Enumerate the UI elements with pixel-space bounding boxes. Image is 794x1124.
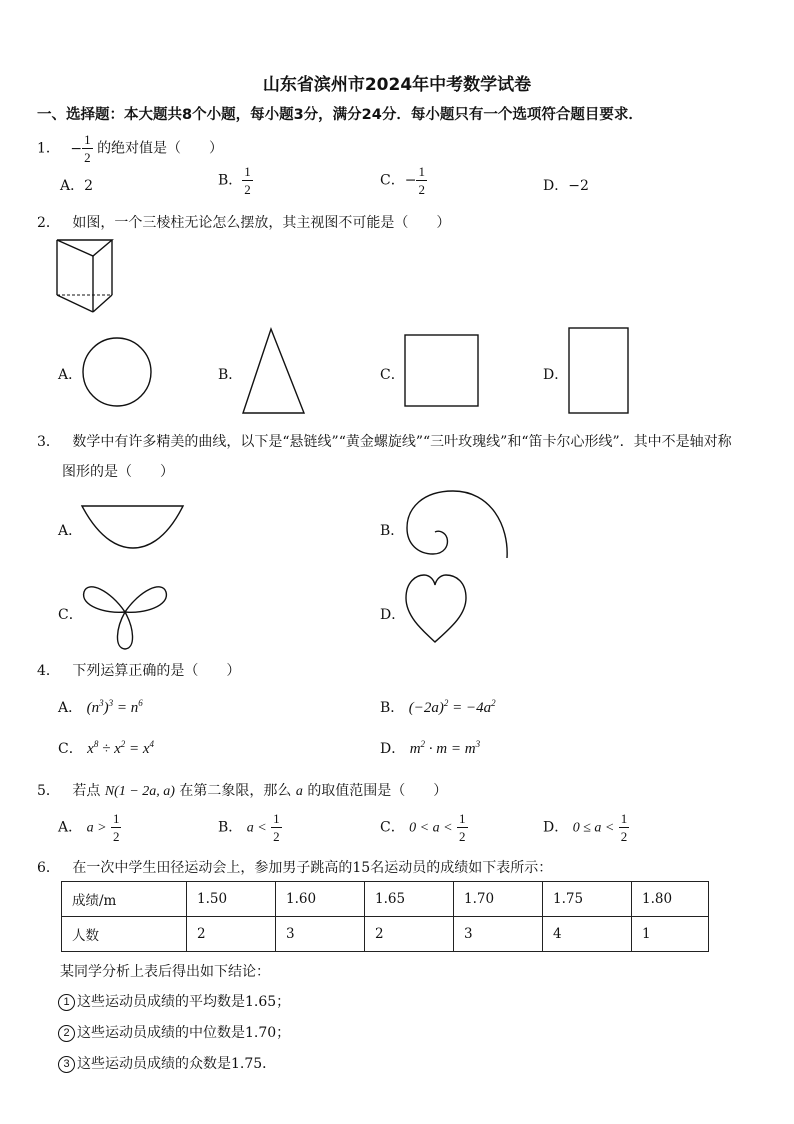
question-stem: 在一次中学生田径运动会上，参加男子跳高的15名运动员的成绩如下表所示： [72, 860, 553, 876]
option-c: C． $x^8 \div x^2 = x^4$ [58, 739, 155, 757]
table-row [62, 917, 709, 952]
option-d: D．−2 [543, 178, 589, 194]
exam-title: 山东省滨州市2024年中考数学试卷 [262, 75, 532, 95]
table-cell: 1.60 [276, 882, 365, 917]
question-6 [37, 857, 552, 877]
question-number: 6． [37, 860, 60, 876]
triangle-view [242, 328, 306, 416]
three-petal-rose-curve [80, 570, 170, 652]
question-5: 5． 若点 N(1 − 2a, a) 在第二象限，那么 a 的取值范围是（ ） [37, 783, 448, 799]
option-d-label: D． [380, 607, 406, 623]
minus-sign: − [70, 140, 83, 157]
question-number: 5． [37, 783, 60, 799]
table-cell: 1.80 [632, 882, 709, 917]
circle-view [82, 337, 154, 409]
point-name: N [104, 784, 115, 799]
question-number: 3． [37, 434, 60, 450]
square-view [404, 334, 480, 408]
table-cell: 人数 [62, 917, 187, 952]
table-cell: 1.65 [365, 882, 454, 917]
option-c: C． 0 < a < $\frac{1}{2}$ [380, 811, 466, 844]
table-cell: 3 [454, 917, 543, 952]
table-cell: 1 [632, 917, 709, 952]
option-a: A．2 [60, 178, 94, 194]
option-c-label: C． [380, 367, 405, 383]
golden-spiral-curve [403, 486, 513, 560]
question-stem-line-1: 数学中有许多精美的曲线，以下是“悬链线”“黄金螺旋线”“三叶玫瑰线”和“笛卡尔心形线”．其中不是轴对称 [72, 434, 732, 450]
table-cell: 1.75 [543, 882, 632, 917]
section-heading: 一、选择题：本大题共8个小题，每小题3分，满分24分．每小题只有一个选项符合题目要求． [37, 107, 643, 123]
option-b: B． a < $\frac{1}{2}$ [218, 811, 280, 844]
option-d: D． $m^2 \cdot m = m^3$ [380, 739, 481, 757]
conclusion-1: 1 这些运动员成绩的平均数是1.65； [58, 991, 290, 1011]
question-stem: 下列运算正确的是（ ） [72, 663, 241, 679]
catenary-curve [80, 502, 186, 552]
option-b-label: B． [218, 367, 243, 383]
table-cell: 1.70 [454, 882, 543, 917]
option-d-label: D． [543, 367, 569, 383]
table-cell: 4 [543, 917, 632, 952]
question-stem-line-2: 图形的是（ ） [62, 464, 174, 480]
prism-figure [55, 238, 115, 316]
table-cell: 成绩/m [62, 882, 187, 917]
option-b: B． $\frac{1}{2}$ [218, 164, 251, 197]
option-c-label: C． [58, 607, 83, 623]
option-b: B． $(-2a)^2 = -4a^2$ [380, 698, 496, 716]
question-stem: 的绝对值是（ ） [97, 140, 224, 157]
question-number: 2． [37, 215, 60, 231]
conclusion-3: 3 这些运动员成绩的众数是1.75． [58, 1053, 276, 1073]
question-4 [37, 660, 240, 680]
option-a-label: A． [58, 367, 83, 383]
option-b-label: B． [380, 523, 405, 539]
cardioid-heart-curve [404, 572, 468, 646]
fraction: $\frac{1}{2}$ [84, 132, 91, 165]
question-number: 4． [37, 663, 60, 679]
option-a-label: A． [58, 523, 83, 539]
table-cell: 2 [187, 917, 276, 952]
question-3 [37, 431, 732, 451]
question-1 [37, 133, 223, 164]
conclusion-2: 2 这些运动员成绩的中位数是1.70； [58, 1022, 290, 1042]
table-cell: 2 [365, 917, 454, 952]
point-coords: (1 − 2a, a) [114, 784, 175, 799]
rectangle-view [568, 327, 630, 415]
option-c: C．− $\frac{1}{2}$ [380, 164, 425, 197]
table-cell: 3 [276, 917, 365, 952]
option-a: A． a > $\frac{1}{2}$ [58, 811, 120, 844]
table-cell: 1.50 [187, 882, 276, 917]
option-a: A． $(n^3)^3 = n^6$ [58, 698, 143, 716]
question-2 [37, 212, 450, 232]
analysis-intro: 某同学分析上表后得出如下结论： [60, 964, 270, 980]
table-row [62, 882, 709, 917]
scores-table [61, 881, 709, 952]
option-d: D． 0 ≤ a < $\frac{1}{2}$ [543, 811, 628, 844]
question-stem: 如图，一个三棱柱无论怎么摆放，其主视图不可能是（ ） [72, 215, 451, 231]
question-number: 1． [37, 140, 60, 157]
